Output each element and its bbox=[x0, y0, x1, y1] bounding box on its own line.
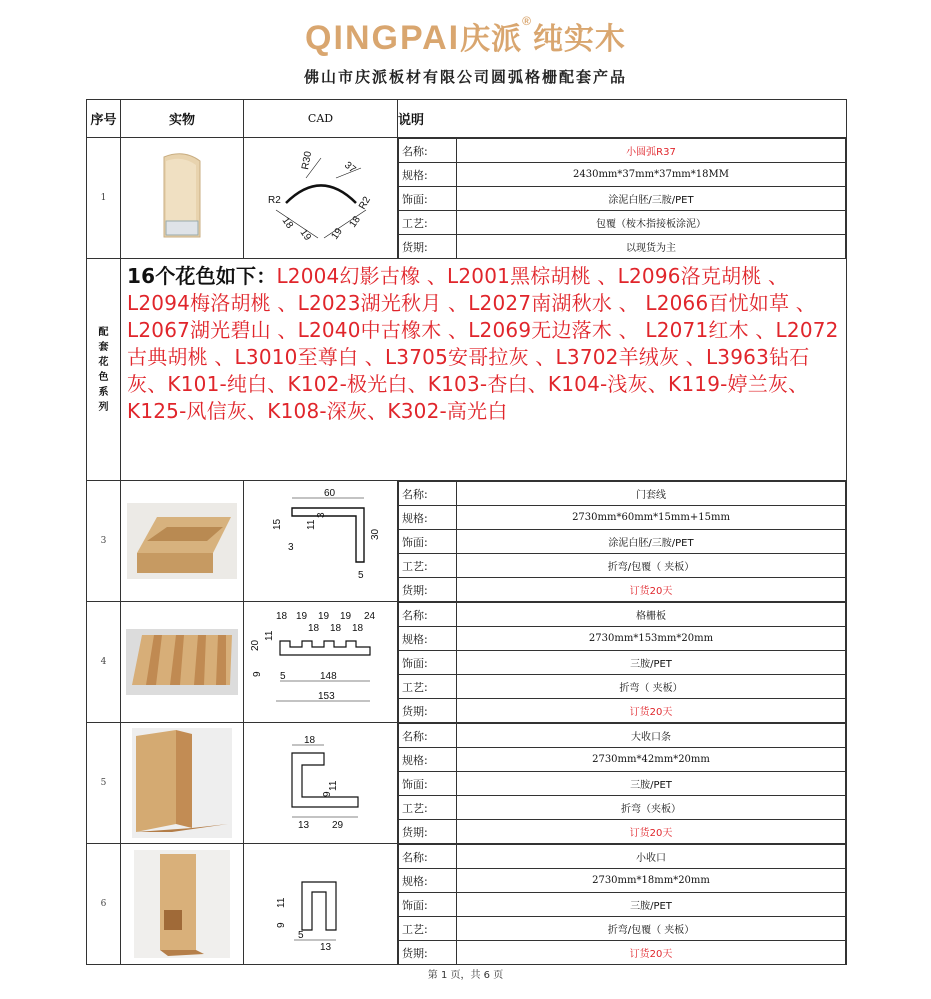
spec-size: 2730mm*153mm*20mm bbox=[457, 627, 846, 651]
spec-key: 工艺: bbox=[399, 554, 457, 578]
spec-process: 折弯（夹板） bbox=[457, 796, 846, 820]
cad-drawing bbox=[244, 602, 398, 723]
spec-table bbox=[398, 138, 846, 258]
cad-label: 153 bbox=[317, 691, 335, 702]
spec-finish: 涂泥白胚/三胺/PET bbox=[457, 187, 846, 211]
product-photo bbox=[121, 138, 244, 259]
cad-label: 5 bbox=[279, 671, 286, 682]
col-photo: 实物 bbox=[121, 100, 244, 138]
spec-key: 货期: bbox=[399, 941, 457, 965]
spec-key: 名称: bbox=[399, 139, 457, 163]
spec-key: 饰面: bbox=[399, 651, 457, 675]
cad-label: 18 bbox=[275, 611, 287, 622]
table-row bbox=[87, 844, 847, 965]
spec-key: 货期: bbox=[399, 699, 457, 723]
cad-label: 19 bbox=[328, 226, 345, 242]
spec-size: 2730mm*60mm*15mm+15mm bbox=[457, 506, 846, 530]
seq-cell: 6 bbox=[87, 844, 121, 965]
cad-label: 13 bbox=[297, 820, 309, 831]
cad-label: 9 bbox=[321, 791, 333, 797]
col-desc: 说明 bbox=[398, 100, 847, 138]
spec-finish: 三胺/PET bbox=[457, 772, 846, 796]
colors-row bbox=[87, 259, 847, 481]
spec-key: 货期: bbox=[399, 820, 457, 844]
spec-cell bbox=[398, 723, 847, 844]
product-table bbox=[86, 99, 847, 965]
spec-key: 规格: bbox=[399, 627, 457, 651]
col-seq: 序号 bbox=[87, 100, 121, 138]
cad-label: 11 bbox=[263, 630, 275, 641]
spec-key: 货期: bbox=[399, 235, 457, 259]
cad-label: 19 bbox=[297, 227, 313, 243]
cad-label: 18 bbox=[303, 735, 315, 746]
brand-logo bbox=[0, 14, 931, 58]
product-photo bbox=[121, 602, 244, 723]
spec-delivery: 订货20天 bbox=[457, 578, 846, 602]
colors-list: L2004幻影古橡 、L2001黑棕胡桃 、L2096洛克胡桃 、L2094梅洛胡桃 、L2023湖光秋月 、L2027南湖秋水 、 L2066百忧如草 、L2067湖光碧山 、L2040中古橡木 、L2069无边落木 、 L2071红木 、L2072古典胡桃 、L3010至尊白 、L3705安哥拉灰 、L3702羊绒灰 、L3963钻石灰、K101-纯白、K102-极光白、K103-杏白、K104-浅灰、K119-婷兰灰、K125-风信灰、K108-深灰、K302-高光白 bbox=[127, 264, 839, 423]
cad-drawing bbox=[244, 723, 398, 844]
seq-cell: 4 bbox=[87, 602, 121, 723]
spec-key: 工艺: bbox=[399, 917, 457, 941]
spec-name: 大收口条 bbox=[457, 724, 846, 748]
spec-key: 名称: bbox=[399, 482, 457, 506]
spec-finish: 三胺/PET bbox=[457, 893, 846, 917]
seq-cell: 3 bbox=[87, 481, 121, 602]
table-row bbox=[87, 602, 847, 723]
cad-label: R2 bbox=[267, 195, 281, 206]
spec-table bbox=[398, 481, 846, 601]
cad-label: R30 bbox=[299, 150, 314, 171]
spec-size: 2730mm*42mm*20mm bbox=[457, 748, 846, 772]
spec-process: 折弯/包覆（ 夹板） bbox=[457, 917, 846, 941]
spec-key: 名称: bbox=[399, 845, 457, 869]
cad-label: 148 bbox=[319, 671, 337, 682]
spec-cell bbox=[398, 602, 847, 723]
spec-key: 名称: bbox=[399, 724, 457, 748]
spec-key: 饰面: bbox=[399, 530, 457, 554]
cad-label: 18 bbox=[351, 623, 363, 634]
cad-label: 11 bbox=[275, 897, 287, 908]
spec-key: 货期: bbox=[399, 578, 457, 602]
spec-key: 工艺: bbox=[399, 796, 457, 820]
product-photo bbox=[121, 844, 244, 965]
brand-latin: QINGPAI bbox=[305, 19, 461, 57]
spec-key: 规格: bbox=[399, 163, 457, 187]
brand-cn: 庆派 bbox=[460, 22, 523, 57]
spec-key: 规格: bbox=[399, 869, 457, 893]
spec-table bbox=[398, 602, 846, 722]
cad-label: 29 bbox=[331, 820, 343, 831]
spec-finish: 涂泥白胚/三胺/PET bbox=[457, 530, 846, 554]
spec-key: 工艺: bbox=[399, 675, 457, 699]
spec-process: 包覆（桉木指接板涂泥） bbox=[457, 211, 846, 235]
spec-name: 小收口 bbox=[457, 845, 846, 869]
spec-key: 工艺: bbox=[399, 211, 457, 235]
spec-table bbox=[398, 844, 846, 964]
cad-drawing bbox=[244, 844, 398, 965]
table-header-row bbox=[87, 100, 847, 138]
cad-label: 20 bbox=[249, 639, 261, 651]
cad-label: 18 bbox=[279, 215, 295, 231]
product-photo bbox=[121, 723, 244, 844]
colors-heading: 16个花色如下： bbox=[127, 264, 277, 288]
cad-label: 5 bbox=[357, 570, 364, 581]
spec-name: 格栅板 bbox=[457, 603, 846, 627]
cad-label: 37 bbox=[341, 159, 358, 176]
cad-label: 11 bbox=[327, 780, 339, 791]
cad-label: 19 bbox=[295, 611, 307, 622]
cad-label: 9 bbox=[275, 922, 287, 928]
spec-process: 折弯/包覆（ 夹板） bbox=[457, 554, 846, 578]
spec-key: 规格: bbox=[399, 748, 457, 772]
cad-label: 30 bbox=[369, 528, 381, 540]
colors-cell bbox=[121, 259, 847, 481]
cad-label: 19 bbox=[317, 611, 329, 622]
cad-label: 19 bbox=[339, 611, 351, 622]
seq-cell: 1 bbox=[87, 138, 121, 259]
spec-key: 名称: bbox=[399, 603, 457, 627]
cad-label: 15 bbox=[271, 518, 283, 530]
spec-name: 门套线 bbox=[457, 482, 846, 506]
spec-delivery: 订货20天 bbox=[457, 941, 846, 965]
cad-label: 9 bbox=[251, 671, 263, 677]
cad-label: 3 bbox=[287, 542, 294, 553]
cad-label: 18 bbox=[346, 214, 363, 230]
spec-key: 饰面: bbox=[399, 187, 457, 211]
spec-table bbox=[398, 723, 846, 843]
brand-suffix: 纯实木 bbox=[532, 22, 626, 57]
spec-size: 2730mm*18mm*20mm bbox=[457, 869, 846, 893]
registered-mark: ® bbox=[522, 14, 533, 28]
page-subtitle: 佛山市庆派板材有限公司圆弧格栅配套产品 bbox=[303, 68, 627, 86]
cad-label: 60 bbox=[323, 488, 335, 499]
table-row bbox=[87, 138, 847, 259]
cad-drawing bbox=[244, 138, 398, 259]
cad-label: R2 bbox=[356, 194, 373, 212]
col-cad: CAD bbox=[244, 100, 398, 138]
cad-label: 5 bbox=[297, 930, 304, 941]
cad-label: 18 bbox=[307, 623, 319, 634]
spec-name: 小圆弧R37 bbox=[457, 139, 846, 163]
spec-finish: 三胺/PET bbox=[457, 651, 846, 675]
spec-cell bbox=[398, 138, 847, 259]
cad-label: 24 bbox=[363, 611, 375, 622]
spec-key: 饰面: bbox=[399, 772, 457, 796]
cad-label: 3 bbox=[315, 512, 327, 518]
page-footer: 第 1 页，共 6 页 bbox=[427, 970, 504, 981]
colors-label-cell bbox=[87, 259, 121, 481]
spec-key: 规格: bbox=[399, 506, 457, 530]
spec-cell bbox=[398, 844, 847, 965]
spec-process: 折弯（ 夹板） bbox=[457, 675, 846, 699]
spec-delivery: 订货20天 bbox=[457, 699, 846, 723]
product-photo bbox=[121, 481, 244, 602]
spec-key: 饰面: bbox=[399, 893, 457, 917]
spec-size: 2430mm*37mm*37mm*18MM bbox=[457, 163, 846, 187]
cad-drawing bbox=[244, 481, 398, 602]
spec-delivery: 订货20天 bbox=[457, 820, 846, 844]
spec-delivery: 以现货为主 bbox=[457, 235, 846, 259]
table-row bbox=[87, 481, 847, 602]
cad-label: 11 bbox=[305, 519, 317, 530]
seq-cell: 5 bbox=[87, 723, 121, 844]
colors-label: 配套花色系列 bbox=[98, 326, 109, 413]
table-row bbox=[87, 723, 847, 844]
cad-label: 18 bbox=[329, 623, 341, 634]
cad-label: 13 bbox=[319, 942, 331, 953]
spec-cell bbox=[398, 481, 847, 602]
